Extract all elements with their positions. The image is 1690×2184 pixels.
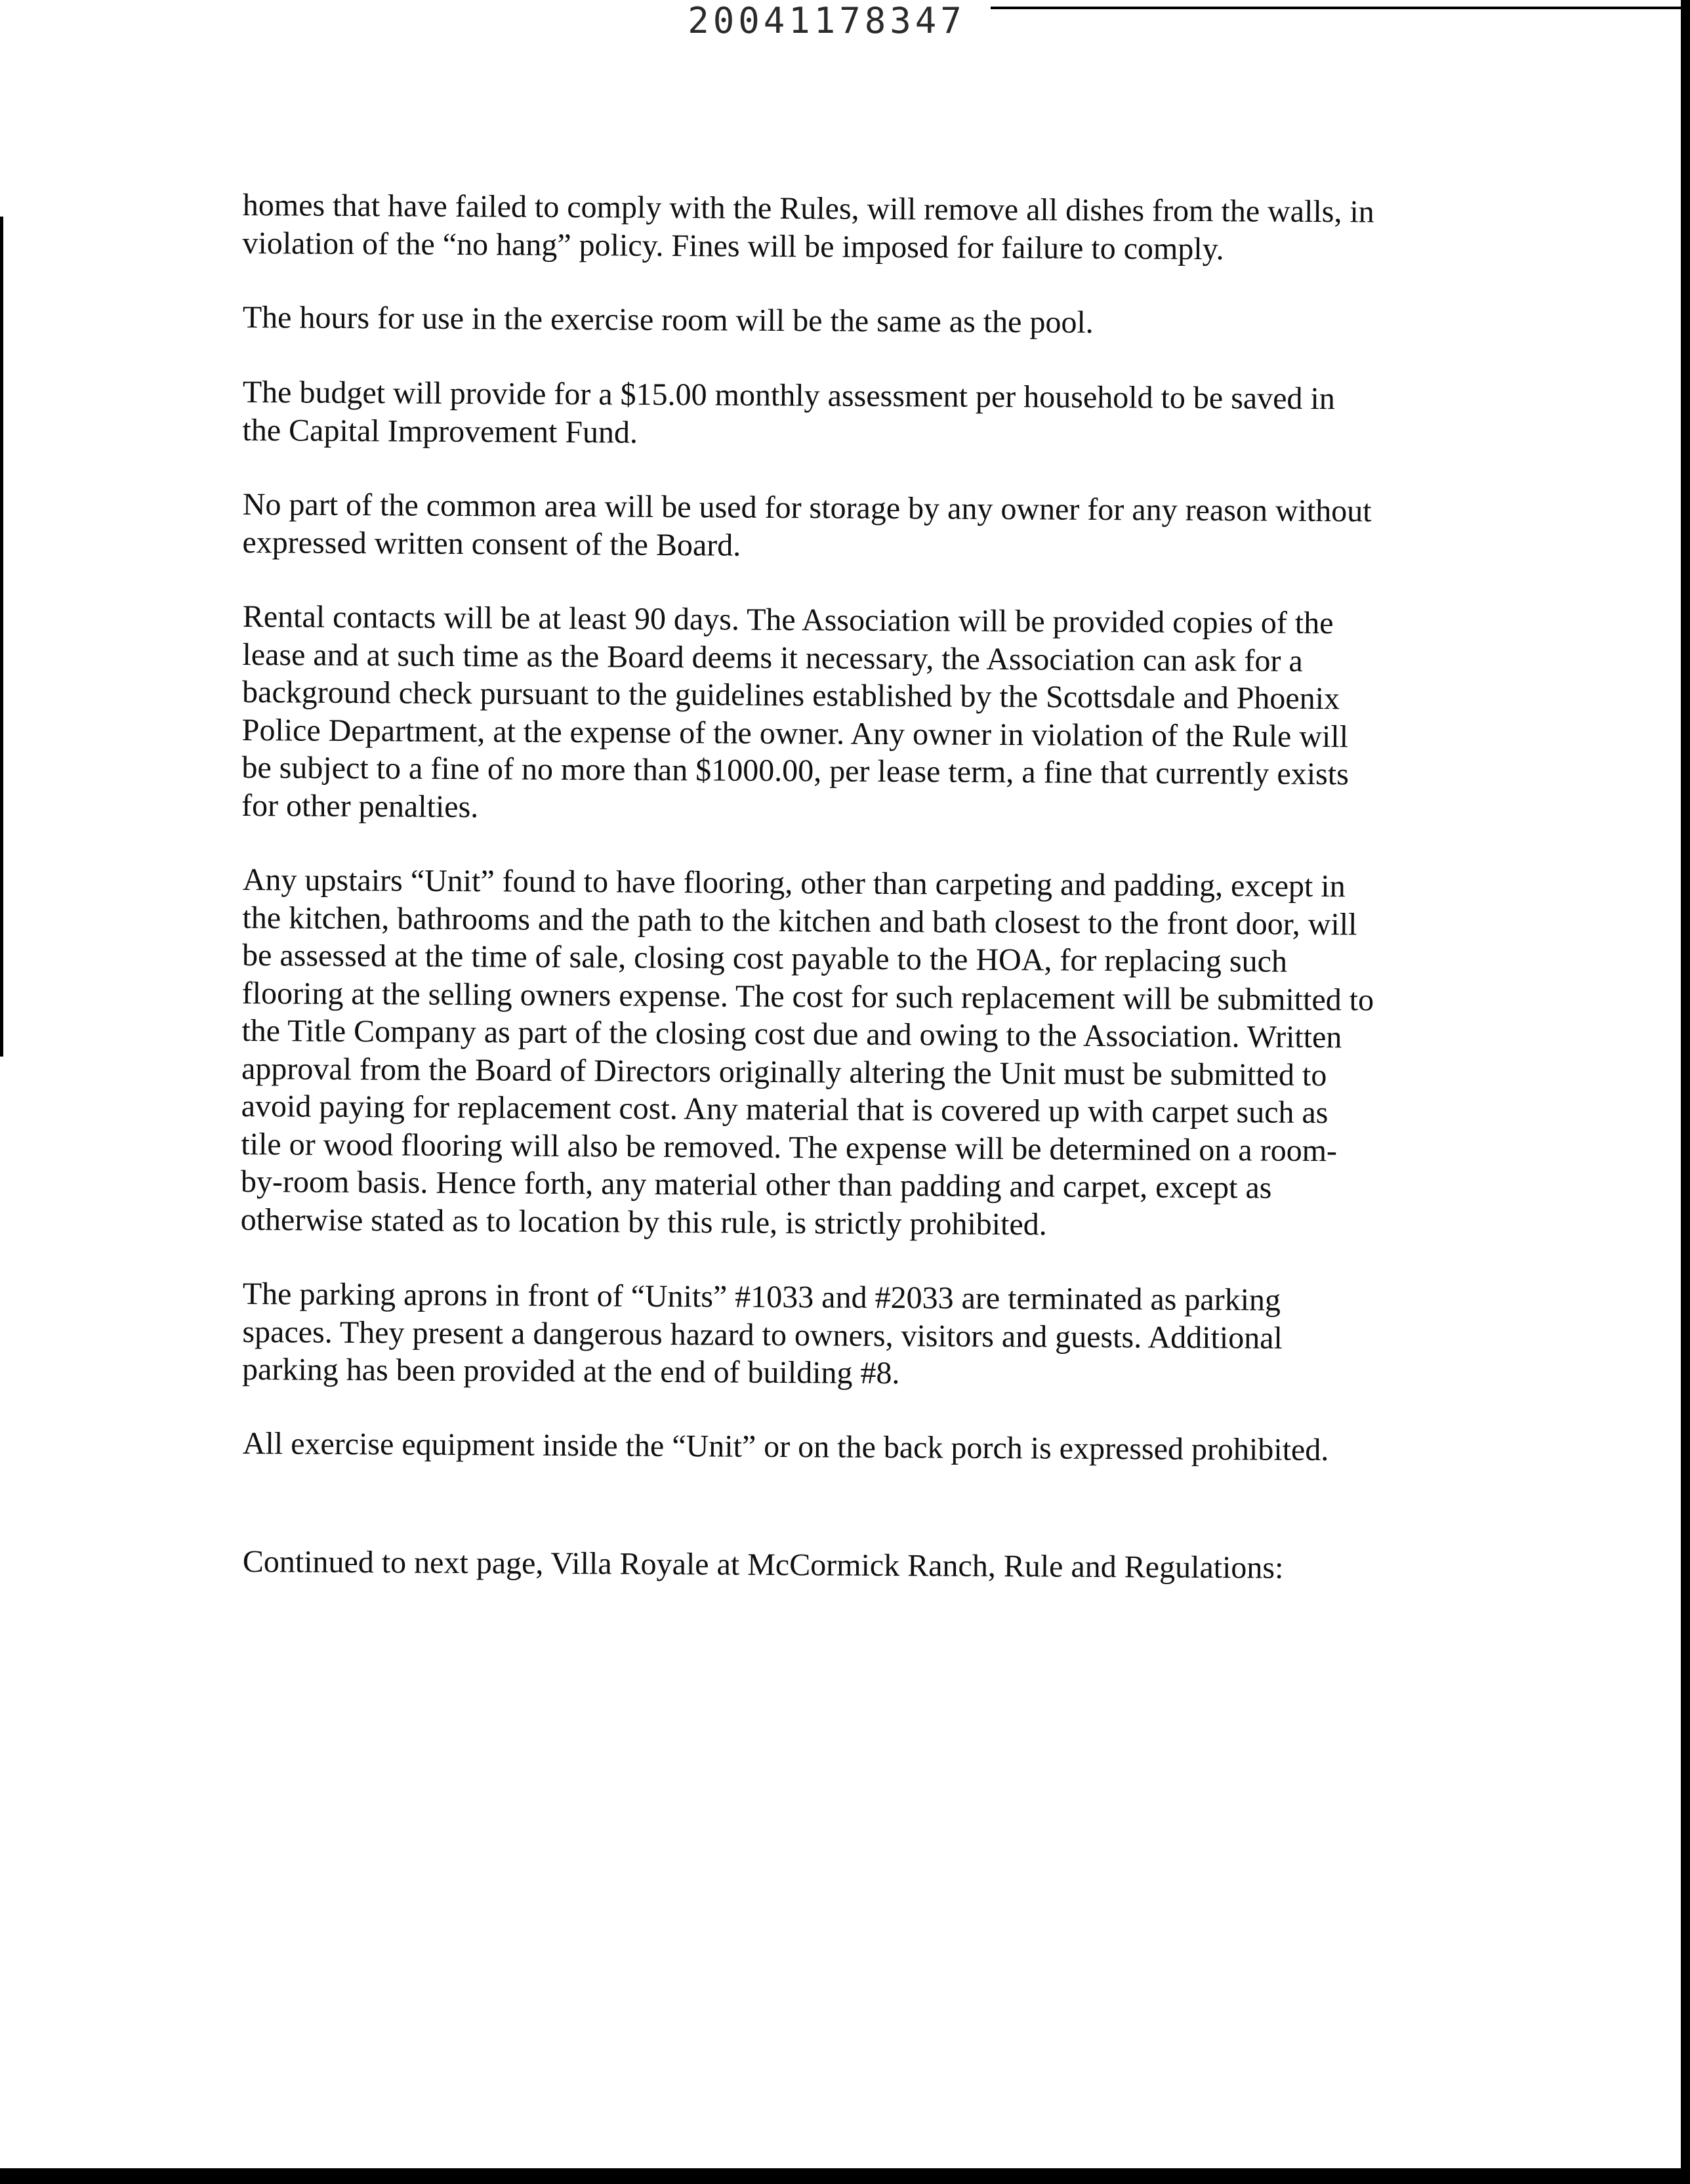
paragraph-parking-aprons: The parking aprons in front of “Units” #1033 and #2033 are terminated as parking spaces. They present a dangerous hazard to owners, visitors and guests. Additional parking has been provided at the end of building #8. (241, 1276, 1283, 1391)
paragraph-continued-note: Continued to next page, Villa Royale at McCormick Ranch, Rule and Regulations: (242, 1544, 1284, 1586)
paragraph-capital-fund: The budget will provide for a $15.00 monthly assessment per household to be saved in the Capital Improvement Fund. (242, 374, 1335, 450)
scan-bottom-border (0, 2168, 1690, 2184)
paragraph-upstairs-flooring: Any upstairs “Unit” found to have flooring, other than carpeting and padding, except in the kitchen, bathrooms and the path to the kitchen and bath closest to the front door, will be assessed at the time of sale, closing cost payable to the HOA, for replacing such flooring at the selling owners expense. The cost for such replacement will be submitted to the Title Company as part of the closing cost due and owing to the Association. Written approval from the Board of Directors originally altering the Unit must be submitted to avoid paying for replacement cost. Any material that is covered up with carpet such as tile or wood flooring will also be removed. The expense will be determined on a room- by-room basis. Hence forth, any material other than padding and carpet, except as otherwise stated as to location by this rule, is strictly prohibited. (240, 862, 1374, 1242)
paragraph-common-area-storage: No part of the common area will be used for storage by any owner for any reason without expressed written consent of the Board. (242, 486, 1372, 562)
paragraph-satellite-dishes: homes that have failed to comply with the Rules, will remove all dishes from the walls, in violation of the “no hang” policy. Fines will be imposed for failure to comply. (242, 187, 1374, 266)
scan-top-border (991, 7, 1690, 9)
paragraph-rental-contracts: Rental contacts will be at least 90 days. The Association will be provided copies of the lease and at such time as the Board deems it necessary, the Association can ask for a background check pursuant to the guidelines established by the Scottsdale and Phoenix Police Department, at the expense of the owner. Any owner in violation of the Rule will be subject to a fine of no more than $1000.00, per lease term, a fine that currently exists for other penalties. (241, 598, 1350, 824)
document-number: 20041178347 (688, 0, 966, 41)
paragraph-exercise-equipment: All exercise equipment inside the “Unit” or on the back porch is expressed prohibited. (242, 1426, 1329, 1468)
scan-left-shadow (0, 217, 3, 1057)
rules-body (240, 186, 1443, 1617)
paragraph-exercise-room-hours: The hours for use in the exercise room will be the same as the pool. (242, 299, 1094, 340)
scan-right-border (1681, 0, 1690, 2184)
